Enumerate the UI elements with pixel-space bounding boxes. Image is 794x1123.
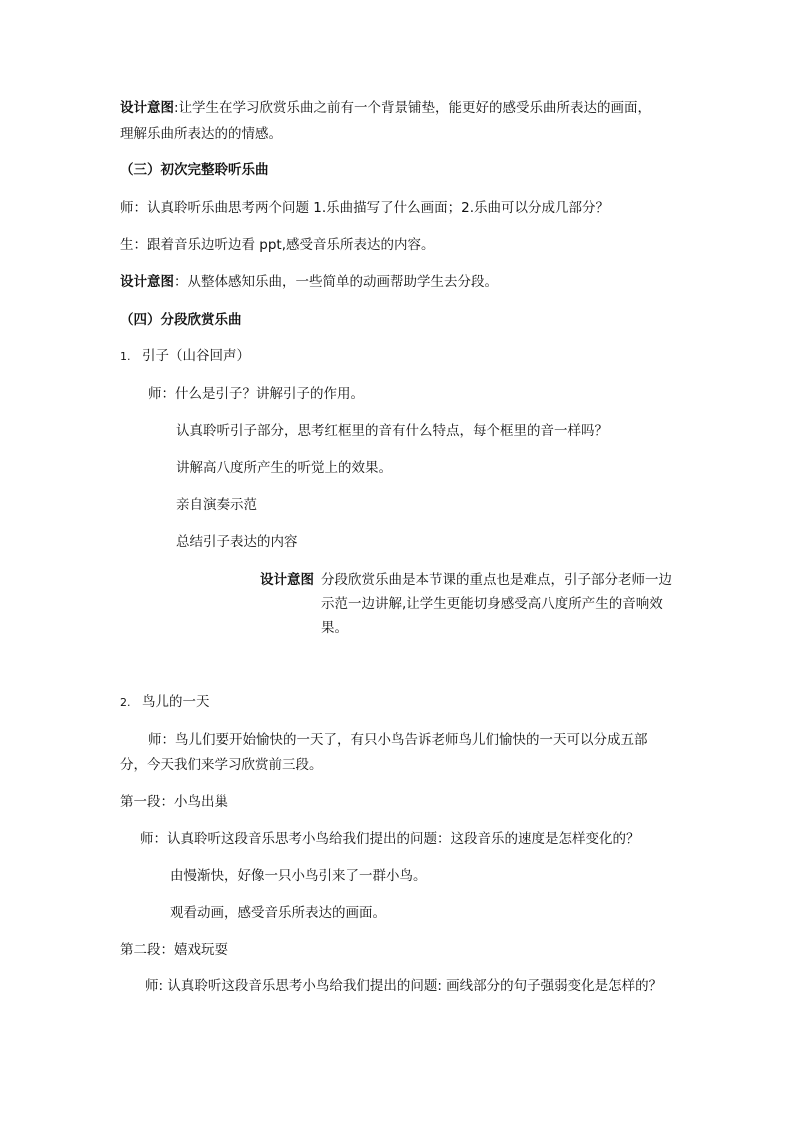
item1-step-2: 讲解高八度所产生的听觉上的效果。 <box>176 460 392 476</box>
design-intent-colon: : <box>174 100 179 116</box>
design-intent-text-1: 让学生在学习欣赏乐曲之前有一个背景铺垫，能更好的感受乐曲所表达的画面， <box>178 100 652 116</box>
item2-title <box>120 692 210 713</box>
item2-teacher-line1: 师：鸟儿们要开始愉快的一天了，有只小鸟告诉老师鸟儿们愉快的一天可以分成五部 <box>148 732 648 748</box>
part1-teacher: 师：认真聆听这段音乐思考小鸟给我们提出的问题：这段音乐的速度是怎样变化的？ <box>140 831 640 847</box>
item1-title-text: 引子（山谷回声） <box>142 348 250 364</box>
item1-title <box>120 346 250 367</box>
item2-title-text: 鸟儿的一天 <box>142 694 210 710</box>
design-intent-label: 设计意图 <box>260 572 314 588</box>
section3-heading: （三）初次完整聆听乐曲 <box>120 162 269 178</box>
intro-design-line1 <box>120 98 651 118</box>
item1-number: 1. <box>120 350 131 363</box>
part2-teacher: 师: 认真聆听这段音乐思考小鸟给我们提出的问题: 画线部分的句子强弱变化是怎样的？ <box>145 978 663 994</box>
item2-teacher-line2: 分，今天我们来学习欣赏前三段。 <box>120 757 323 773</box>
part1-title: 第一段：小鸟出巢 <box>120 794 228 810</box>
item1-step-4: 总结引子表达的内容 <box>176 534 298 550</box>
item2-number: 2. <box>120 696 131 709</box>
item1-teacher: 师：什么是引子？讲解引子的作用。 <box>148 386 364 402</box>
design-intent-label: 设计意图 <box>120 100 174 116</box>
design-intent-text: ：从整体感知乐曲，一些简单的动画帮助学生去分段。 <box>174 274 498 290</box>
intro-design-line2: 理解乐曲所表达的的情感。 <box>120 126 282 142</box>
design-intent-text: 分段欣赏乐曲是本节课的重点也是难点，引子部分老师一边示范一边讲解,让学生更能切身感受高八度所产生的音响效果。 <box>321 572 672 636</box>
item1-step-3: 亲自演奏示范 <box>176 497 257 513</box>
section3-design <box>120 272 498 292</box>
design-intent-label: 设计意图 <box>120 274 174 290</box>
section3-student: 生：跟着音乐边听边看 ppt,感受音乐所表达的内容。 <box>120 237 435 253</box>
section3-teacher: 师：认真聆听乐曲思考两个问题 1.乐曲描写了什么画面；2.乐曲可以分成几部分？ <box>120 200 610 216</box>
section4-heading: （四）分段欣赏乐曲 <box>120 312 242 328</box>
part2-title: 第二段：嬉戏玩耍 <box>120 942 228 958</box>
part1-answer: 由慢渐快，好像一只小鸟引来了一群小鸟。 <box>170 868 427 884</box>
part1-activity: 观看动画，感受音乐所表达的画面。 <box>170 905 386 921</box>
item1-step-1: 认真聆听引子部分，思考红框里的音有什么特点，每个框里的音一样吗？ <box>176 423 608 439</box>
